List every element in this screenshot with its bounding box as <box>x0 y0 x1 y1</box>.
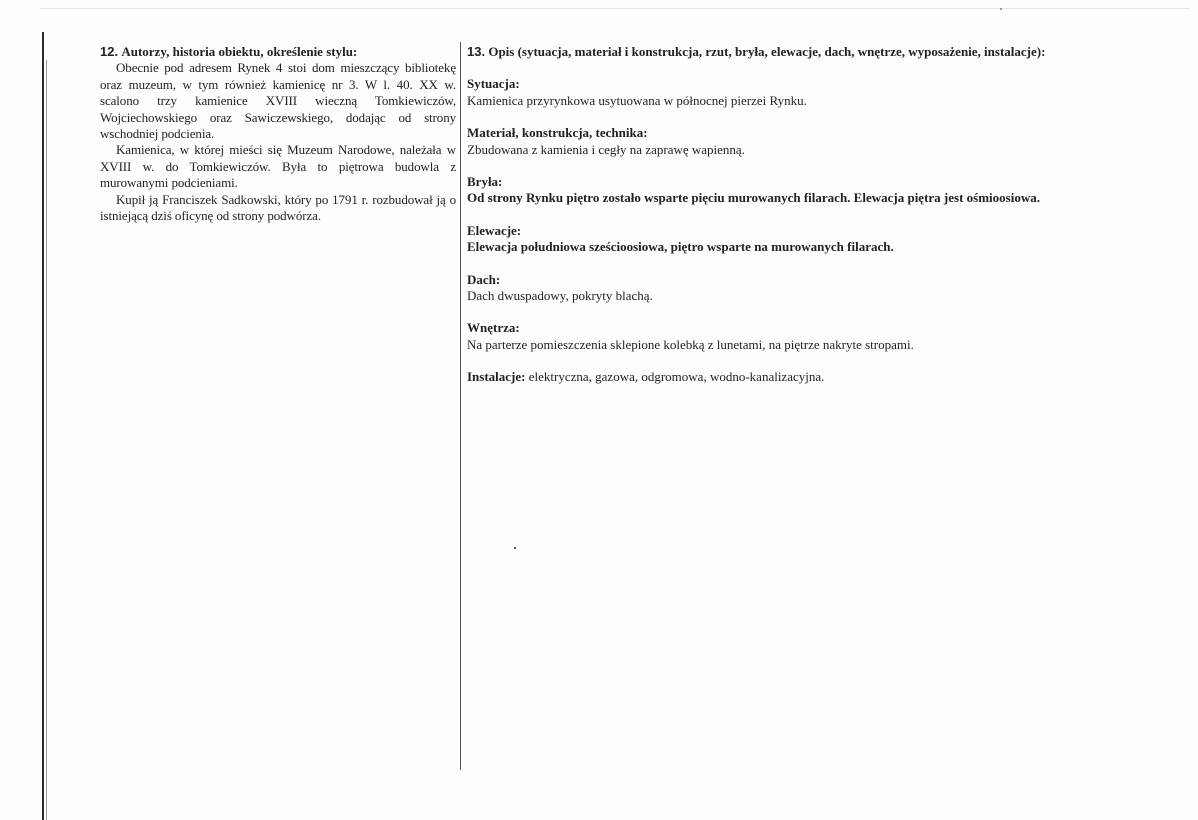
section-13-heading <box>467 44 1102 60</box>
block-elewacje <box>467 223 1102 256</box>
section-12-column <box>100 44 456 224</box>
label-instalacje: Instalacje: <box>467 369 526 385</box>
text-wnetrza: Na parterze pomieszczenia sklepione kolebką z lunetami, na piętrze nakryte stropami. <box>467 336 914 352</box>
scan-left-edge-shadow <box>46 60 47 820</box>
label-sytuacja: Sytuacja: <box>467 76 520 92</box>
label-material: Materiał, konstrukcja, technika: <box>467 125 648 141</box>
block-bryla <box>467 174 1102 207</box>
section-12-paragraph-3: Kupił ją Franciszek Sadkowski, który po 1791 r. rozbudował ją o istniejącą dziś oficynę od strony podwórza. <box>100 191 456 224</box>
column-divider <box>460 42 461 770</box>
scan-top-edge <box>40 8 1190 9</box>
scan-speck <box>514 547 516 549</box>
section-12-number: 12. <box>100 44 119 59</box>
text-sytuacja: Kamienica przyrynkowa usytuowana w północnej pierzei Rynku. <box>467 92 807 108</box>
section-12-paragraph-1: Obecnie pod adresem Rynek 4 stoi dom mieszczący bibliotekę oraz muzeum, w tym również kamienicę nr 3. W l. 40. XX w. scalono trzy kamienice XVIII wieczną Tomkiewiczów, Wojciechowskiego oraz Sawiczewskiego, dodając od strony wschodniej podcienia. <box>100 60 456 142</box>
text-material: Zbudowana z kamienia i cegły na zaprawę wapienną. <box>467 141 745 157</box>
section-12-heading <box>100 44 456 60</box>
section-13-title: Opis (sytuacja, materiał i konstrukcja, rzut, bryła, elewacje, dach, wnętrze, wyposażenie, instalacje): <box>488 44 1046 59</box>
section-13-column <box>467 44 1102 402</box>
section-13-number: 13. <box>467 44 486 59</box>
scan-left-edge <box>42 32 44 820</box>
text-dach: Dach dwuspadowy, pokryty blachą. <box>467 288 653 304</box>
block-dach <box>467 272 1102 305</box>
block-sytuacja <box>467 76 1102 109</box>
section-12-paragraph-2: Kamienica, w której mieści się Muzeum Narodowe, należała w XVIII w. do Tomkiewiczów. Była to piętrowa budowla z murowanymi podcieniami. <box>100 142 456 191</box>
label-wnetrza: Wnętrza: <box>467 320 520 336</box>
scan-speck <box>1000 8 1002 10</box>
label-dach: Dach: <box>467 271 501 287</box>
label-bryla: Bryła: <box>467 174 503 190</box>
label-elewacje: Elewacje: <box>467 222 522 238</box>
block-wnetrza <box>467 320 1102 353</box>
block-instalacje <box>467 369 1102 385</box>
section-12-title: Autorzy, historia obiektu, określenie stylu: <box>121 44 358 59</box>
block-material <box>467 125 1102 158</box>
text-bryla: Od strony Rynku piętro zostało wsparte pięciu murowanych filarach. Elewacja piętra jest ośmioosiowa. <box>467 190 1040 206</box>
text-instalacje: elektryczna, gazowa, odgromowa, wodno-kanalizacyjna. <box>525 369 825 385</box>
text-elewacje: Elewacja południowa sześcioosiowa, piętro wsparte na murowanych filarach. <box>467 239 894 255</box>
